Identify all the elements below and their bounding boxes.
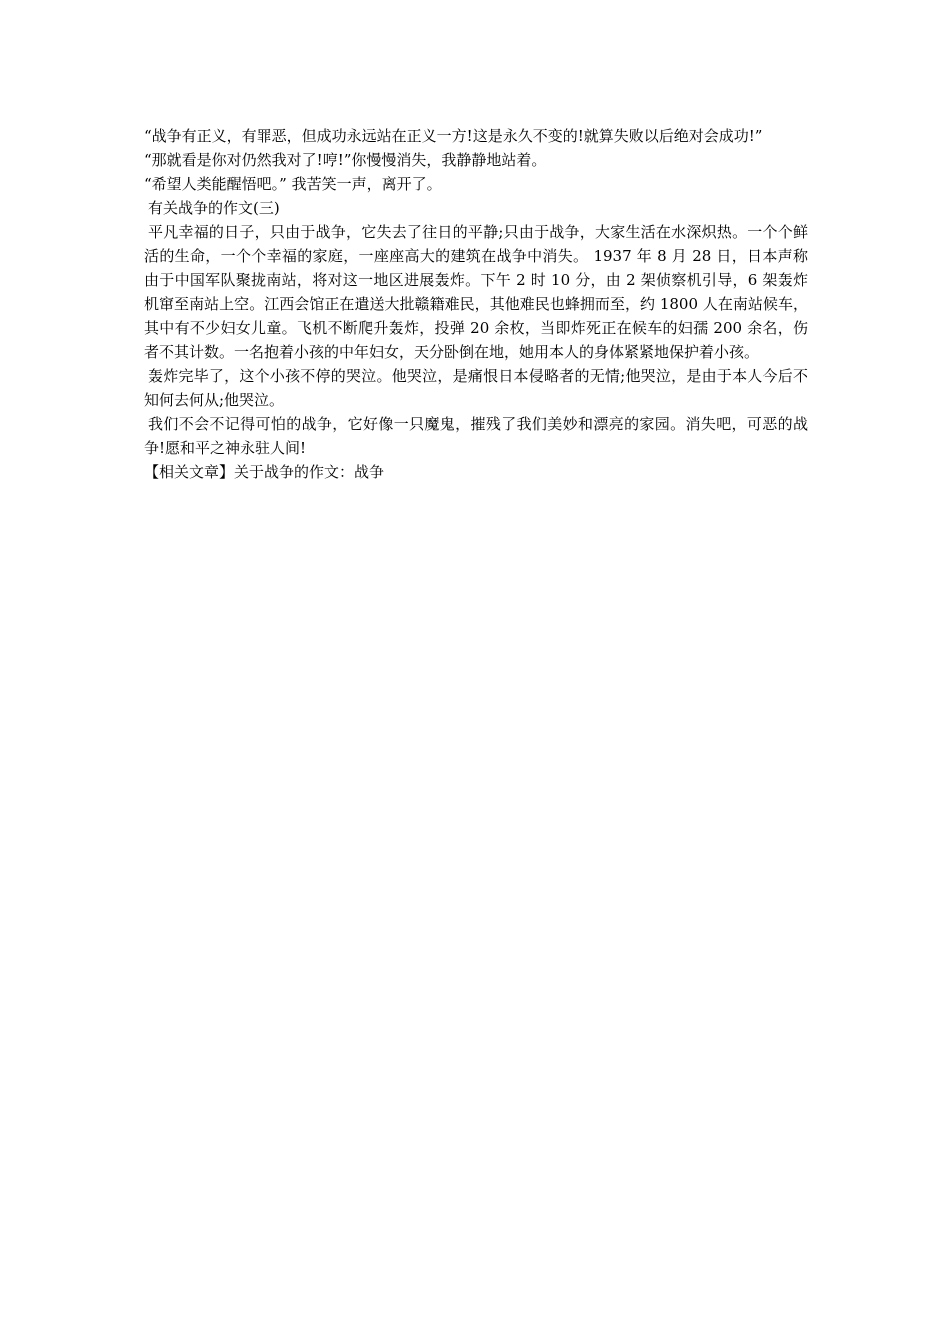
related-article-link[interactable]: 【相关文章】关于战争的作文：战争 bbox=[144, 463, 385, 481]
section-heading: 有关战争的作文(三) bbox=[148, 199, 280, 217]
paragraph-bombing-account: 平凡幸福的日子，只由于战争，它失去了往日的平静;只由于战争，大家生活在水深炽热。一个个鲜活的生命，一个个幸福的家庭，一座座高大的建筑在战争中消失。 1937 年 8 月 28 日，日本声称由于中国军队聚拢南站，将对这一地区进展轰炸。下午 2 时 10 分，由 2 架侦察机引导，6 架轰炸机窜至南站上空。江西会馆正在遣送大批赣籍难民，其他难民也蜂拥而至，约 1800 人在南站候车，其中有不少妇女儿童。飞机不断爬升轰炸，投弹 20 余枚，当即炸死正在候车的妇孺 200 余名，伤者不其计数。一名抱着小孩的中年妇女，天分卧倒在地，她用本人的身体紧紧地保护着小孩。 bbox=[144, 223, 808, 361]
paragraph-child-crying: 轰炸完毕了，这个小孩不停的哭泣。他哭泣，是痛恨日本侵略者的无情;他哭泣，是由于本人今后不知何去何从;他哭泣。 bbox=[144, 367, 808, 409]
paragraph-quote-hope: “希望人类能醒悟吧。” 我苦笑一声，离开了。 bbox=[144, 175, 442, 193]
paragraph-quote-reply: “那就看是你对仍然我对了!哼!”你慢慢消失，我静静地站着。 bbox=[144, 151, 547, 169]
paragraph-peace-wish: 我们不会不记得可怕的战争，它好像一只魔鬼，摧残了我们美妙和漂亮的家园。消失吧，可恶的战争!愿和平之神永驻人间! bbox=[144, 415, 808, 457]
document-body bbox=[144, 124, 808, 484]
paragraph-quote-justice: “战争有正义，有罪恶，但成功永远站在正义一方!这是永久不变的!就算失败以后绝对会成功!” bbox=[144, 127, 763, 145]
